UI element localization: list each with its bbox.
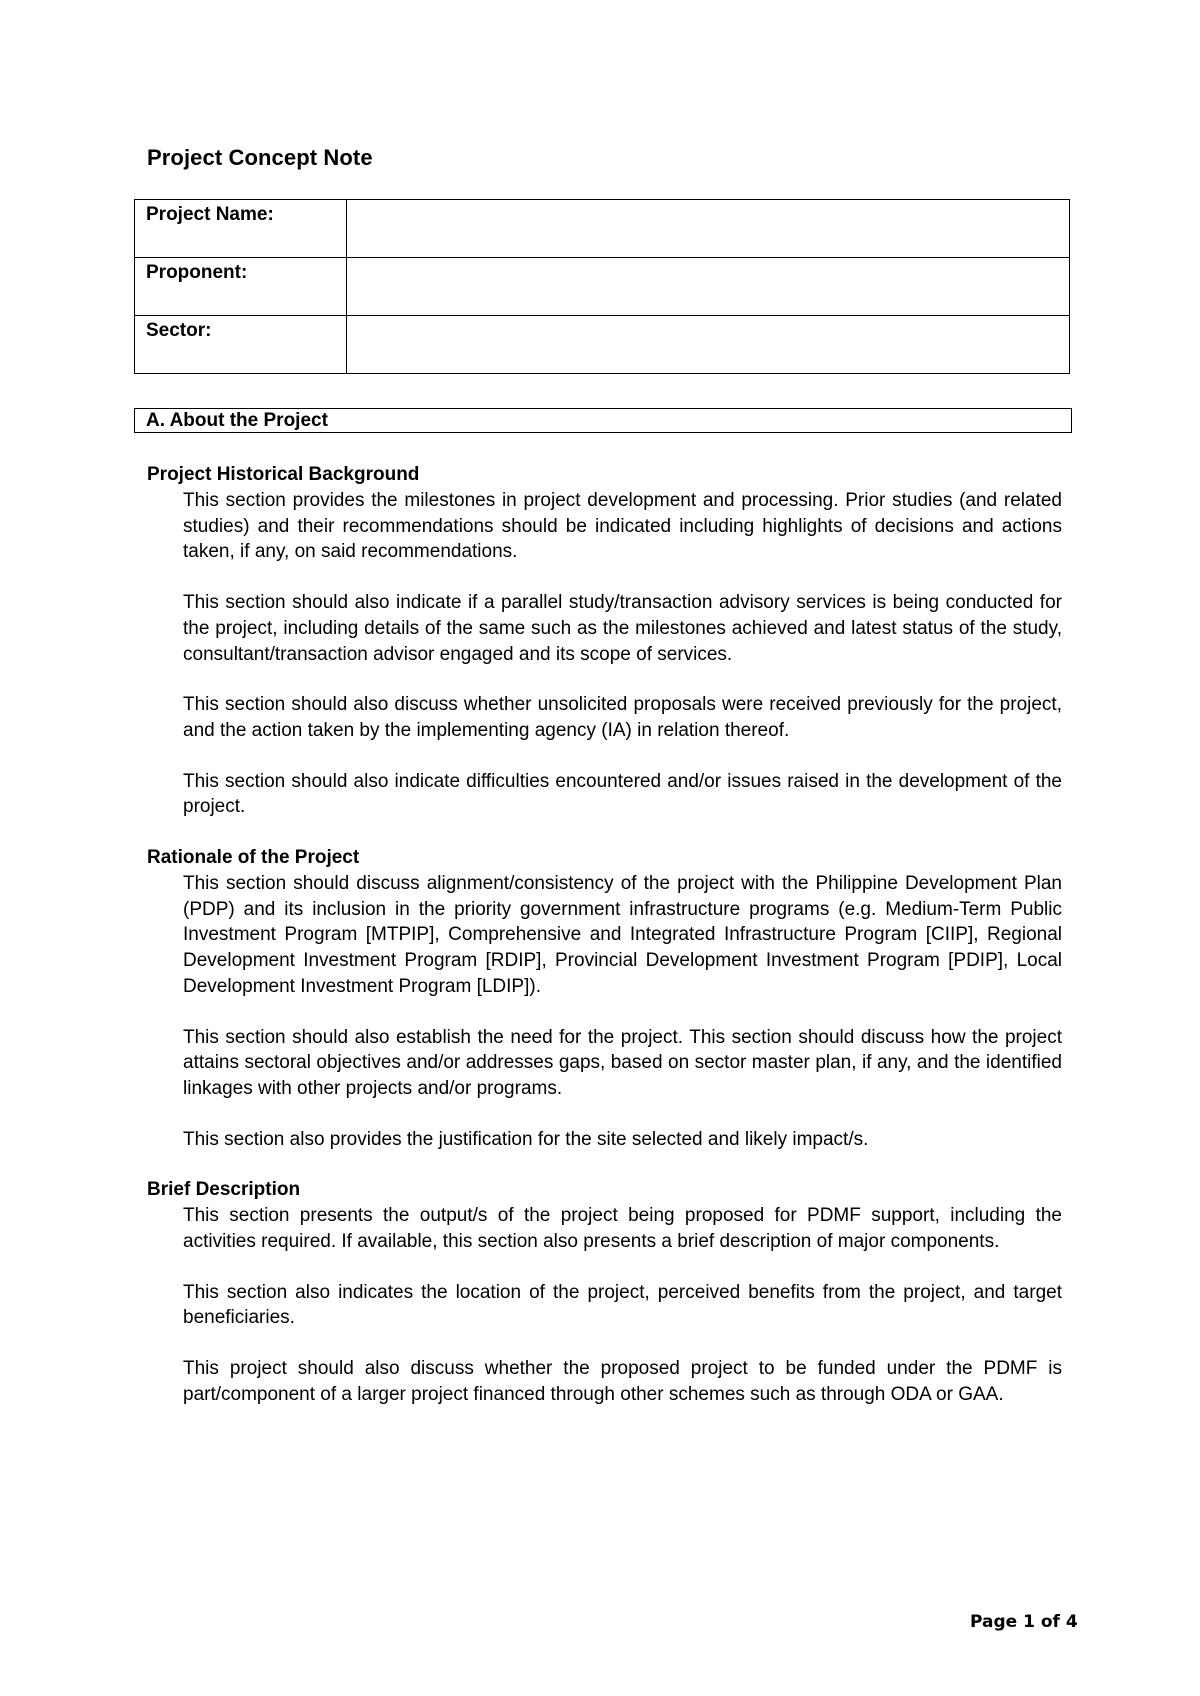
subsection-rationale (147, 845, 1062, 1152)
proponent-label: Proponent: (135, 258, 347, 316)
paragraph: This section should also establish the need for the project. This section should discuss how the project attains sectoral objectives and/or addresses gaps, based on sector master plan, if any, and the identified linkages with other projects and/or programs. (183, 1026, 1062, 1099)
table-row (135, 200, 1070, 258)
paragraph: This section also indicates the location of the project, perceived benefits from the project, and target beneficiaries. (183, 1281, 1062, 1329)
sector-value (347, 316, 1070, 374)
project-name-value (347, 200, 1070, 258)
subsection-brief-description (147, 1177, 1062, 1407)
paragraph: This section should discuss alignment/consistency of the project with the Philippine Development Plan (PDP) and its inclusion in the priority government infrastructure programs (e.g. Medium-Term Public Investment Program [MTPIP], Comprehensive and Integrated Infrastructure Program [CIIP], Regional Development Investment Program [RDIP], Provincial Development Investment Program [PDIP], Local Development Investment Program [LDIP]). (183, 873, 1062, 997)
document-body (147, 462, 1062, 1433)
section-header: A. About the Project (134, 408, 1072, 433)
paragraph: This section should also indicate if a parallel study/transaction advisory services is being conducted for the project, including details of the same such as the milestones achieved and latest status of the study, consultant/transaction advisor engaged and its scope of services. (183, 592, 1062, 665)
paragraph: This section should also indicate difficulties encountered and/or issues raised in the development of the project. (183, 770, 1062, 818)
paragraph: This section presents the output/s of the project being proposed for PDMF support, including the activities required. If available, this section also presents a brief description of major components. (183, 1205, 1062, 1253)
subsection-heading: Rationale of the Project (147, 847, 360, 869)
subsection-heading: Brief Description (147, 1179, 301, 1201)
paragraph: This section provides the milestones in project development and processing. Prior studies (and related studies) and their recommendations should be indicated including highlights of decisions and actions taken, if any, on said recommendations. (183, 490, 1062, 563)
project-info-table (134, 199, 1070, 374)
table-row (135, 258, 1070, 316)
paragraph: This section also provides the justification for the site selected and likely impact/s. (183, 1128, 869, 1150)
page-number: Page 1 of 4 (970, 1612, 1078, 1632)
document-title: Project Concept Note (147, 145, 373, 170)
paragraph: This section should also discuss whether unsolicited proposals were received previously for the project, and the action taken by the implementing agency (IA) in relation thereof. (183, 694, 1062, 741)
proponent-value (347, 258, 1070, 316)
paragraph: This project should also discuss whether the proposed project to be funded under the PDMF is part/component of a larger project financed through other schemes such as through ODA or GAA. (183, 1358, 1062, 1405)
table-row (135, 316, 1070, 374)
subsection-historical-background (147, 462, 1062, 820)
subsection-heading: Project Historical Background (147, 464, 420, 485)
project-name-label: Project Name: (135, 200, 347, 258)
sector-label: Sector: (135, 316, 347, 374)
